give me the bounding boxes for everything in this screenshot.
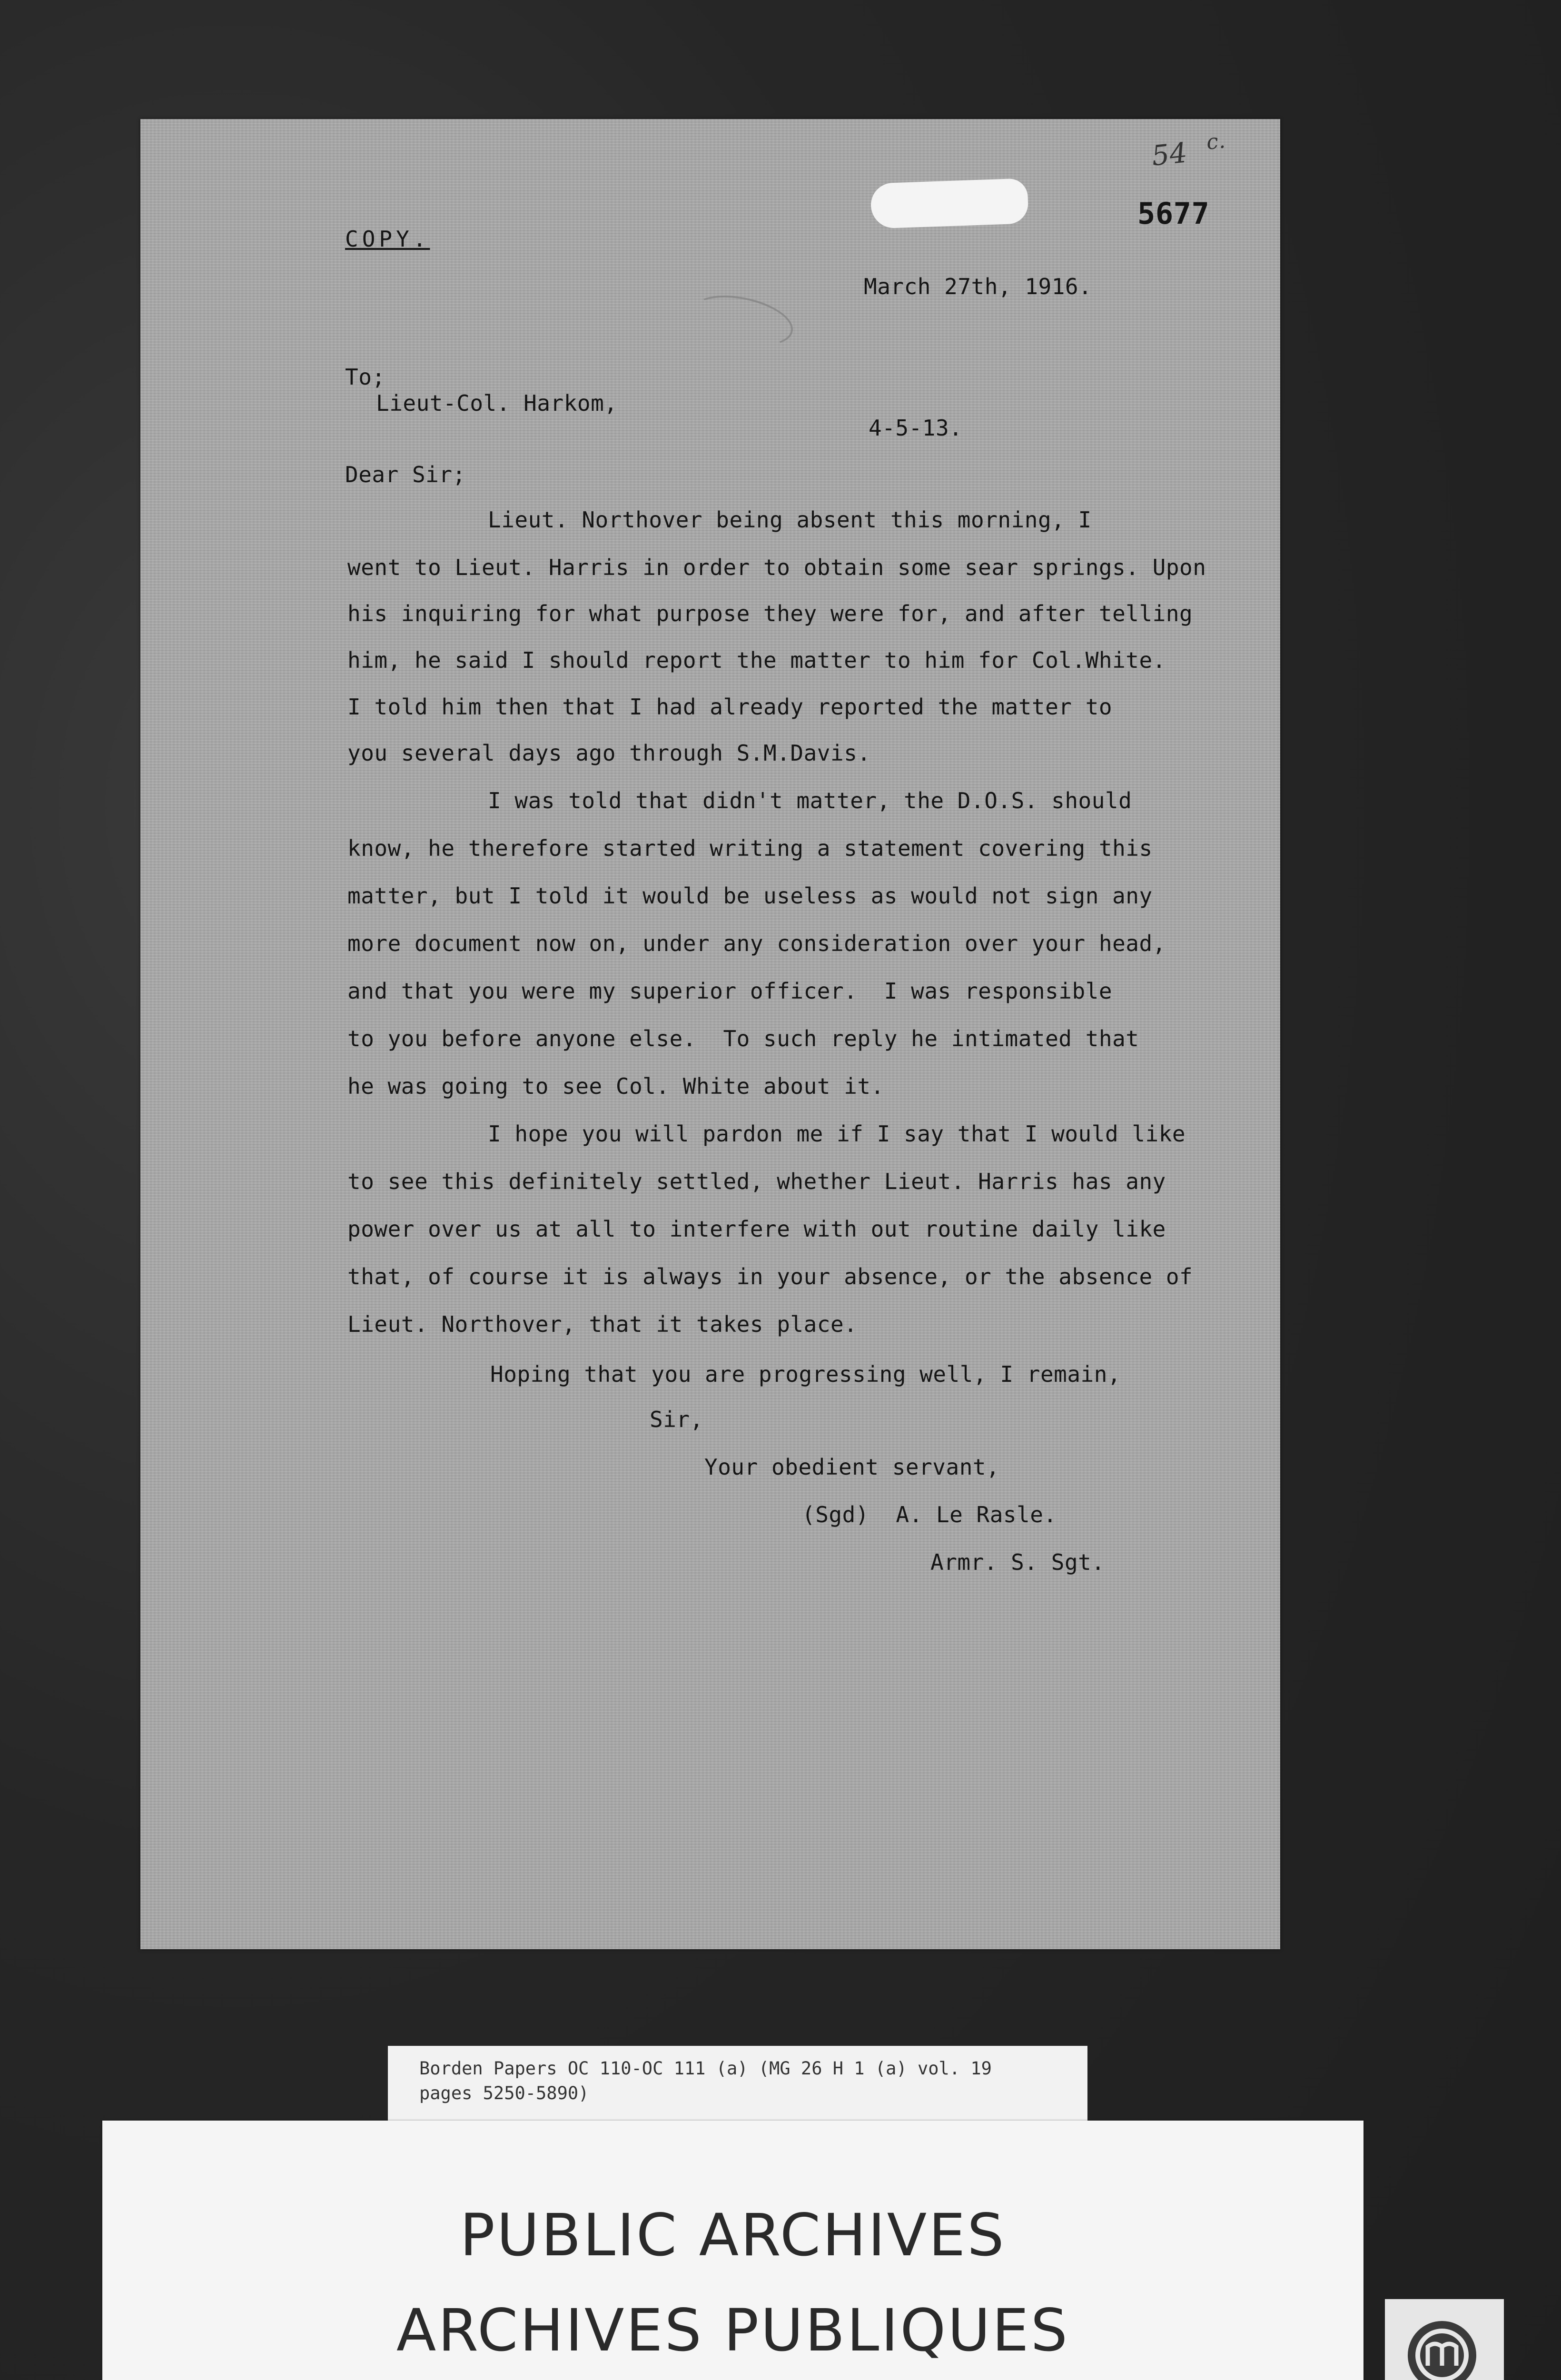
file-reference: 4-5-13. xyxy=(869,415,963,441)
body-line: to you before anyone else. To such reply he intimated that xyxy=(347,1026,1139,1051)
letter-date: March 27th, 1916. xyxy=(864,274,1092,299)
body-line: to see this definitely settled, whether Lieut. Harris has any xyxy=(347,1169,1166,1194)
body-line: know, he therefore started writing a statement covering this xyxy=(347,835,1153,861)
body-line: Hoping that you are progressing well, I remain, xyxy=(490,1361,1121,1387)
reference-line-2: pages 5250-5890) xyxy=(419,2083,589,2103)
paper-sticker xyxy=(870,178,1028,228)
salutation: Dear Sir; xyxy=(345,462,466,487)
body-line: matter, but I told it would be useless as would not sign any xyxy=(347,883,1153,909)
body-line: that, of course it is always in your absence, or the absence of xyxy=(347,1264,1193,1289)
body-line: went to Lieut. Harris in order to obtain some sear springs. Upon xyxy=(347,555,1206,580)
body-line: you several days ago through S.M.Davis. xyxy=(347,740,871,766)
body-line: his inquiring for what purpose they were for, and after telling xyxy=(347,601,1193,626)
reference-tab xyxy=(388,2046,1087,2122)
marginal-suffix: c. xyxy=(1205,129,1227,155)
body-line: him, he said I should report the matter to him for Col.White. xyxy=(347,647,1166,673)
marginal-number: 54 xyxy=(1150,136,1189,172)
archives-title-english: PUBLIC ARCHIVES xyxy=(460,2202,1006,2269)
reference-line-1: Borden Papers OC 110-OC 111 (a) (MG 26 H 1 (a) vol. 19 xyxy=(419,2058,992,2079)
body-line: power over us at all to interfere with out routine daily like xyxy=(347,1216,1166,1242)
body-line: Lieut. Northover, that it takes place. xyxy=(347,1311,858,1337)
body-line: more document now on, under any consideration over your head, xyxy=(347,931,1166,956)
archives-title-french: ARCHIVES PUBLIQUES xyxy=(396,2297,1070,2364)
addressee-name: Lieut-Col. Harkom, xyxy=(376,390,618,416)
archives-logo-icon xyxy=(1385,2299,1504,2380)
body-line: Lieut. Northover being absent this morning, I xyxy=(488,507,1092,533)
body-line: I hope you will pardon me if I say that I would like xyxy=(488,1121,1186,1147)
closing-phrase: Your obedient servant, xyxy=(704,1454,1000,1480)
pencil-scribble xyxy=(686,287,798,354)
archives-logo xyxy=(1385,2299,1504,2380)
reference-text xyxy=(419,2056,1076,2106)
letter-page xyxy=(140,119,1280,1949)
page-number: 5677 xyxy=(1137,196,1210,231)
closing-sir: Sir, xyxy=(650,1407,703,1432)
body-line: I was told that didn't matter, the D.O.S. should xyxy=(488,788,1132,813)
copy-heading: COPY. xyxy=(345,226,430,252)
body-line: I told him then that I had already reported the matter to xyxy=(347,694,1113,720)
addressee-label: To; xyxy=(345,364,385,390)
body-line: he was going to see Col. White about it. xyxy=(347,1073,884,1099)
archives-card xyxy=(102,2121,1363,2380)
signature: (Sgd) A. Le Rasle. xyxy=(802,1502,1057,1527)
body-line: and that you were my superior officer. I was responsible xyxy=(347,978,1113,1004)
signer-rank: Armr. S. Sgt. xyxy=(930,1549,1105,1575)
